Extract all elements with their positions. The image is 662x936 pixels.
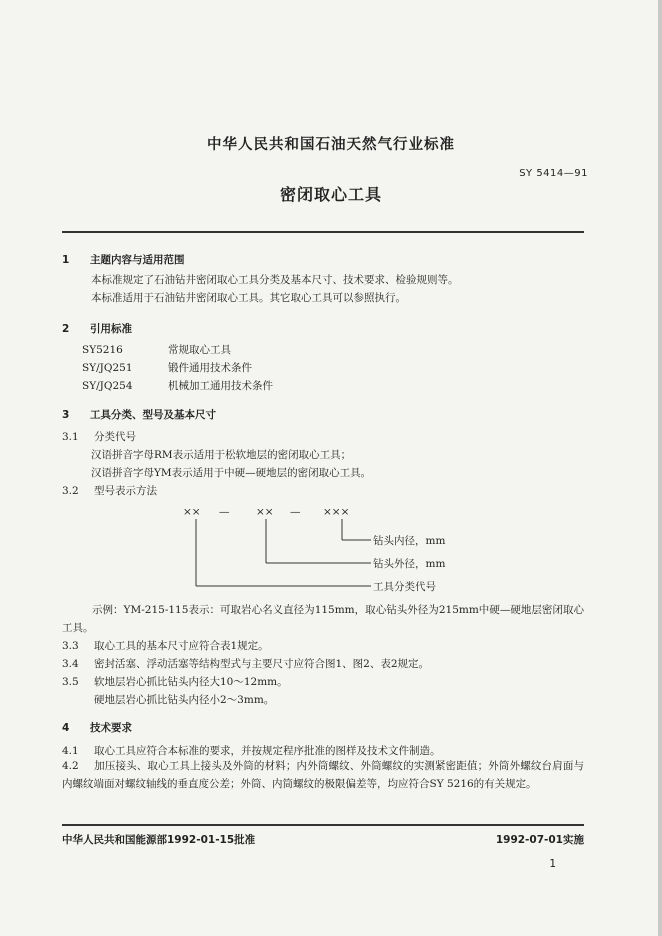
clause-number: 4.1: [62, 745, 79, 757]
section-title: 主题内容与适用范围: [90, 254, 185, 266]
section-number: 2: [62, 323, 70, 335]
section-title: 工具分类、型号及基本尺寸: [90, 409, 216, 421]
separator-dash: —: [290, 506, 301, 518]
implementation-date: 1992-07-01实施: [495, 834, 584, 846]
clause-text: 加压接头、取心工具上接头及外筒的材料；内外筒螺纹、外筒螺纹的实测紧密距值；外筒外螺纹台肩面与内螺纹端面对螺纹轴线的垂直度公差；外筒、内筒螺纹的极限偏差等，均应符合SY 5216的有关规定。: [62, 760, 584, 790]
paragraph: 本标准规定了石油钻井密闭取心工具分类及基本尺寸、技术要求、检验规则等。: [91, 274, 459, 286]
label-bit-outer-diameter: 钻头外径，mm: [373, 558, 446, 570]
section-4-heading: [62, 720, 132, 735]
section-title: 引用标准: [90, 323, 132, 335]
label-tool-class-code: 工具分类代号: [373, 581, 436, 593]
section-number: 3: [62, 409, 70, 421]
clause-number: 3.4: [62, 658, 79, 670]
clause-text: 型号表示方法: [94, 485, 157, 497]
reference-name: 常规取心工具: [168, 344, 231, 356]
clause-text: 取心工具的基本尺寸应符合表1规定。: [94, 640, 269, 652]
clause-number: 3.3: [62, 640, 79, 652]
clause-3-3: [62, 638, 269, 653]
code-group-2: ××: [256, 506, 274, 518]
reference-name: 锻件通用技术条件: [168, 362, 252, 374]
clause-text: 软地层岩心抓比钻头内径大10～12mm。: [94, 676, 288, 688]
code-group-3: ×××: [323, 506, 350, 518]
reference-code: SY/JQ254: [82, 380, 133, 392]
issuing-organization: 中华人民共和国石油天然气行业标准: [207, 137, 455, 153]
reference-name: 机械加工通用技术条件: [168, 380, 273, 392]
clause-text: 取心工具应符合本标准的要求，并按规定程序批准的图样及技术文件制造。: [94, 745, 441, 757]
section-number: 1: [62, 254, 70, 266]
document-title: 密闭取心工具: [279, 185, 382, 204]
paragraph: 本标准适用于石油钻井密闭取心工具。其它取心工具可以参照执行。: [91, 292, 406, 304]
clause-3-4: [62, 656, 429, 671]
reference-code: SY/JQ251: [82, 362, 133, 374]
section-title: 技术要求: [90, 722, 132, 734]
paragraph: 硬地层岩心抓比钻头内径小2～3mm。: [94, 694, 275, 706]
footer-divider: [62, 824, 584, 826]
example-paragraph: 示例：YM-215-115表示：可取岩心名义直径为115mm，取心钻头外径为215mm中硬—硬地层密闭取心工具。: [62, 604, 584, 634]
clause-number: 3.5: [62, 676, 79, 688]
approval-note: 中华人民共和国能源部1992-01-15批准: [62, 834, 256, 846]
clause-number: 3.1: [62, 431, 79, 443]
clause-text: 密封活塞、浮动活塞等结构型式与主要尺寸应符合图1、图2、表2规定。: [94, 658, 430, 670]
section-number: 4: [62, 722, 70, 734]
reference-code: SY5216: [82, 344, 123, 356]
label-bit-inner-diameter: 钻头内径，mm: [373, 535, 446, 547]
code-group-1: ××: [183, 506, 201, 518]
standard-number: SY 5414—91: [519, 168, 588, 179]
clause-3-5: [62, 674, 288, 689]
clause-number: 4.2: [62, 760, 79, 772]
page-number: 1: [549, 858, 556, 870]
separator-dash: —: [219, 506, 230, 518]
clause-text: 分类代号: [94, 431, 136, 443]
clause-4-1: [62, 743, 441, 758]
clause-4-2: [62, 757, 584, 793]
clause-number: 3.2: [62, 485, 79, 497]
paragraph: 汉语拼音字母RM表示适用于松软地层的密闭取心工具；: [91, 449, 352, 461]
paragraph: 汉语拼音字母YM表示适用于中硬—硬地层的密闭取心工具。: [91, 467, 372, 479]
